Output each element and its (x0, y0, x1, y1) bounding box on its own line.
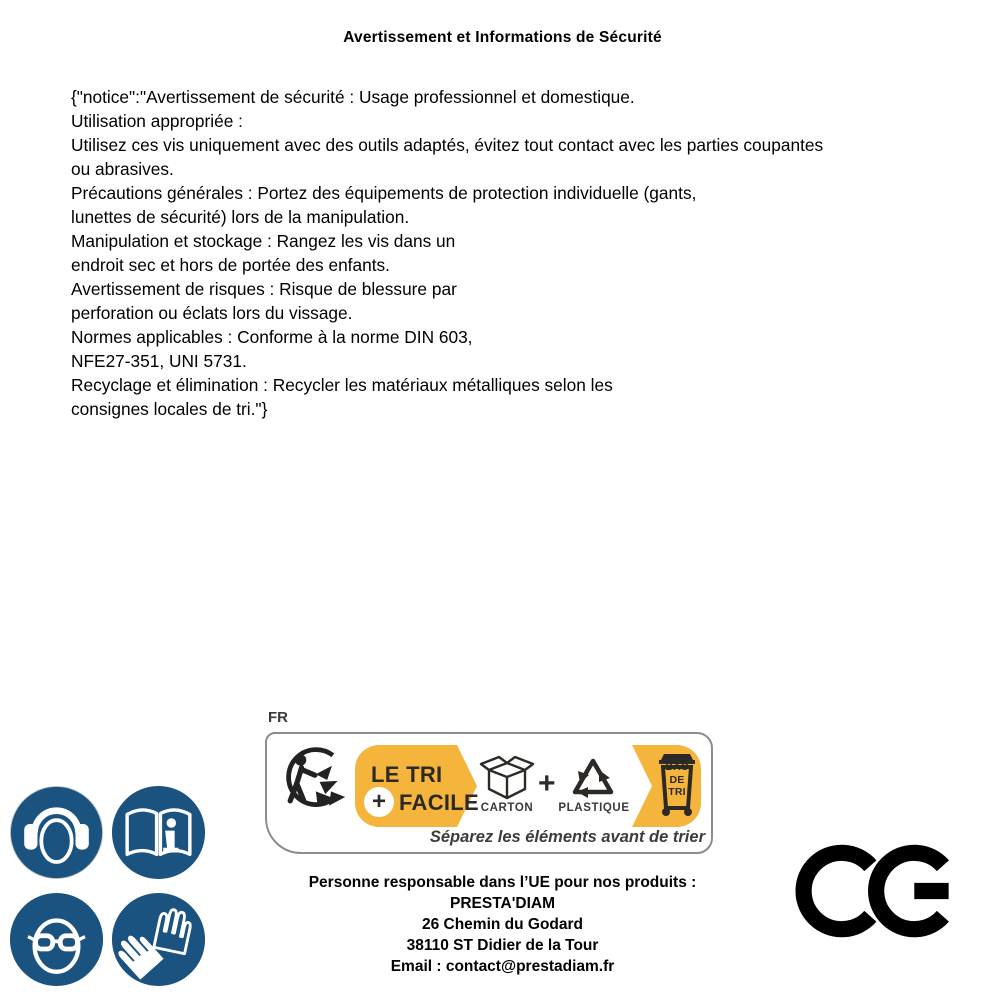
material-carton-label: CARTON (480, 802, 534, 814)
sorting-bin-text (654, 761, 700, 799)
notice-line: ou abrasives. (71, 159, 174, 179)
notice-line: endroit sec et hors de portée des enfants. (71, 255, 390, 275)
notice-line: Utilisation appropriée : (71, 111, 243, 131)
tri-facile-headline-top: LE TRI (371, 762, 443, 787)
bin-line: DE (669, 773, 685, 786)
plus-badge: + (364, 787, 394, 817)
bin-line: TRI (668, 786, 686, 798)
responsible-line: 26 Chemin du Godard (421, 916, 584, 933)
responsible-line: PRESTA'DIAM (449, 895, 555, 912)
safety-notice-text (71, 85, 966, 421)
wear-eye-protection-icon (9, 892, 104, 987)
notice-line: Manipulation et stockage : Rangez les vis dans un (71, 231, 456, 251)
notice-line: NFE27-351, UNI 5731. (71, 351, 247, 371)
notice-line: Précautions générales : Portez des équipements de protection individuelle (gants, (71, 183, 697, 203)
responsible-line: 38110 ST Didier de la Tour (406, 937, 599, 954)
notice-line: Recyclage et élimination : Recycler les matériaux métalliques selon les (71, 375, 613, 395)
wear-protective-gloves-icon (111, 892, 206, 987)
wear-ear-protection-icon (9, 785, 104, 880)
bin-line: BAC (665, 761, 689, 773)
notice-line: {"notice":"Avertissement de sécurité : Usage professionnel et domestique. (71, 87, 635, 107)
ce-mark-icon (794, 843, 962, 939)
carton-box-icon (479, 753, 535, 801)
tri-facile-headline-bottom: FACILE (399, 790, 480, 815)
read-instruction-manual-icon (111, 785, 206, 880)
notice-line: consignes locales de tri."} (71, 399, 268, 419)
notice-line: perforation ou éclats lors du vissage. (71, 303, 353, 323)
material-plastique-label: PLASTIQUE (558, 802, 630, 814)
plastic-recycling-icon (566, 753, 620, 801)
materials-plus-sign: + (538, 767, 556, 800)
responsible-person-block (250, 872, 755, 977)
notice-line: lunettes de sécurité) lors de la manipulation. (71, 207, 410, 227)
country-code-label: FR (268, 709, 288, 726)
sorting-info-label (265, 732, 713, 854)
responsible-line: Personne responsable dans l’UE pour nos produits : (308, 874, 697, 891)
notice-line: Utilisez ces vis uniquement avec des outils adaptés, évitez tout contact avec les parties coupantes (71, 135, 824, 155)
responsible-line: Email : contact@prestadiam.fr (390, 958, 615, 975)
notice-line: Avertissement de risques : Risque de blessure par (71, 279, 457, 299)
sorting-tagline: Séparez les éléments avant de trier (429, 828, 705, 846)
notice-line: Normes applicables : Conforme à la norme DIN 603, (71, 327, 473, 347)
page-title: Avertissement et Informations de Sécurité (343, 29, 662, 46)
triman-recycling-icon (273, 742, 351, 816)
